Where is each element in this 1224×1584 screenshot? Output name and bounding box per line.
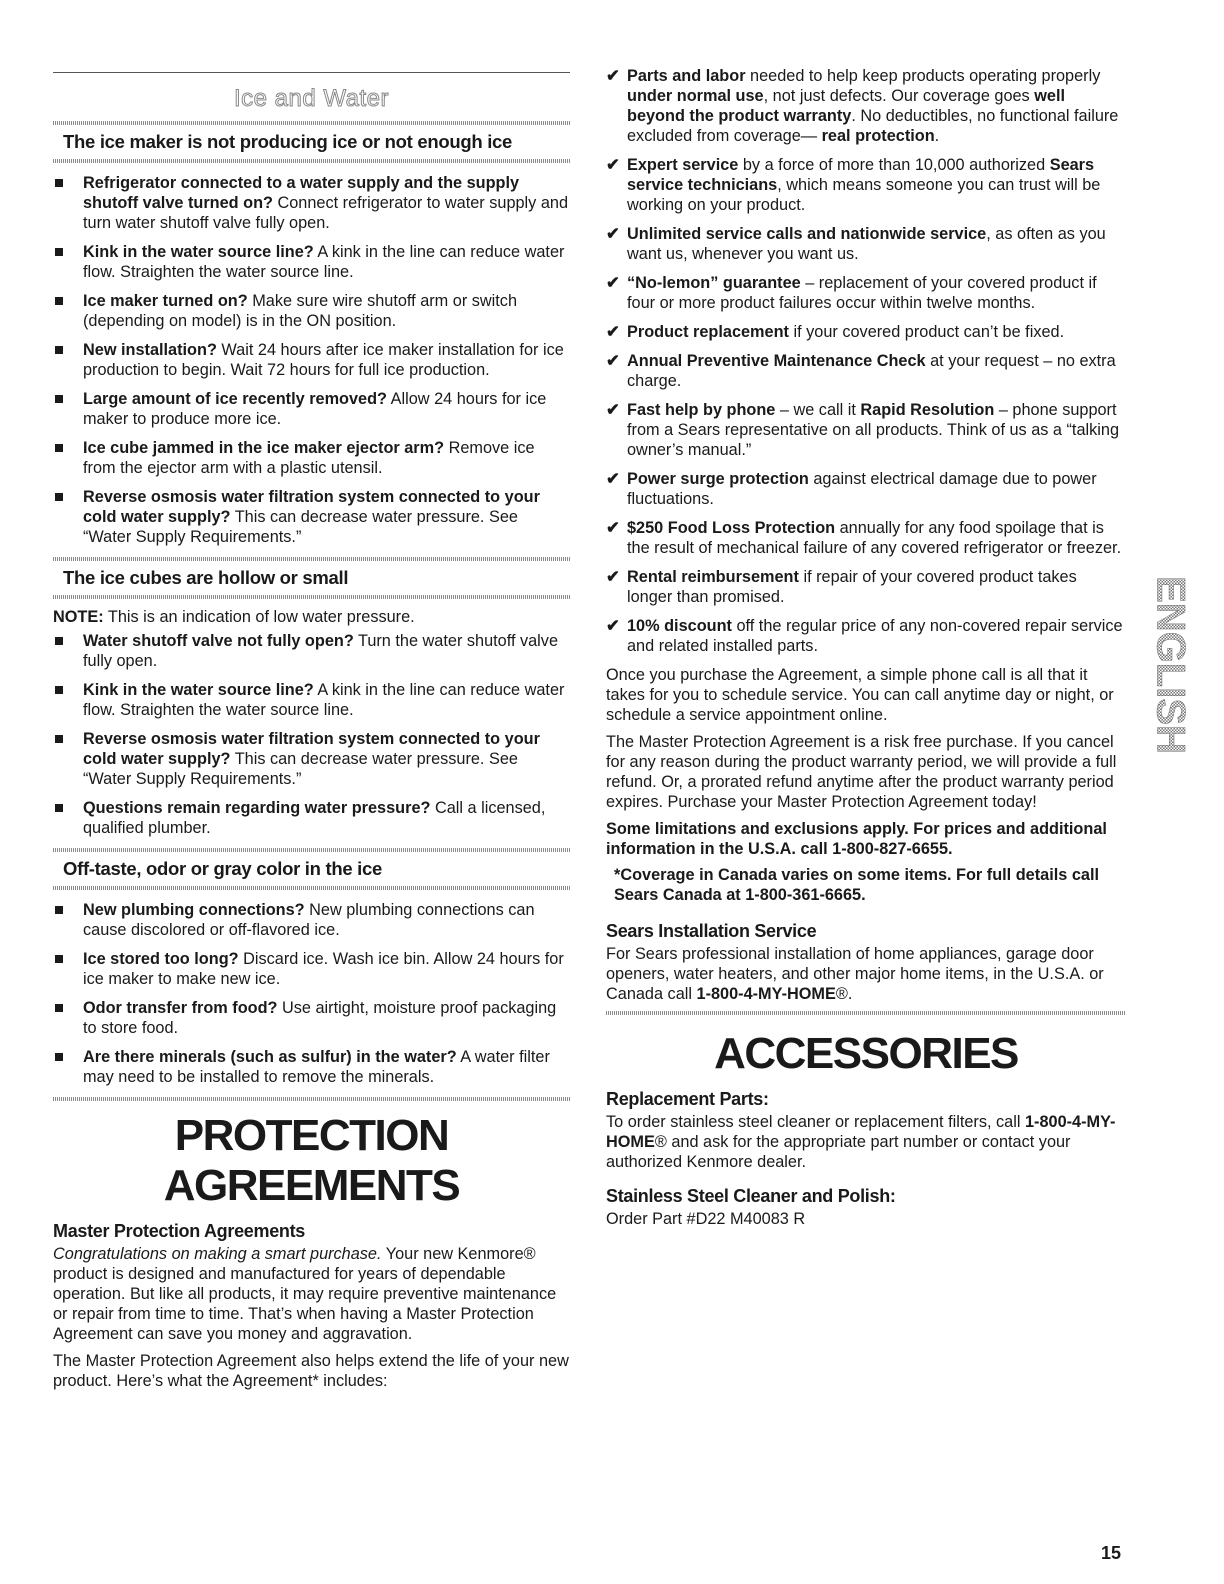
bullet-icon <box>55 955 63 963</box>
item-answer: Discard ice. Wash ice bin. Allow 24 hours for ice maker to make new ice. <box>83 950 564 988</box>
list-item <box>53 798 570 838</box>
check-item <box>606 224 1126 264</box>
list-item <box>53 998 570 1038</box>
bullet-icon <box>55 735 63 743</box>
rp-text2: ® and ask for the appropriate part number or contact your authorized Kenmore dealer. <box>606 1133 1071 1171</box>
divider <box>53 121 570 125</box>
replacement-parts-text <box>606 1112 1126 1172</box>
check-item-bold: well beyond the product warranty <box>627 87 1066 125</box>
item-question: Are there minerals (such as sulfur) in the water? <box>83 1048 457 1066</box>
mpa-para2: The Master Protection Agreement also helps extend the life of your new product. Here’s what the Agreement* includes: <box>53 1352 569 1390</box>
check-item-bold: Expert service <box>627 156 739 174</box>
item-question: Ice cube jammed in the ice maker ejector arm? <box>83 439 445 457</box>
checkmark-icon: ✔ <box>606 568 620 586</box>
item-question: Water shutoff valve not fully open? <box>83 632 354 650</box>
check-item-text: if your covered product can’t be fixed. <box>788 323 1065 341</box>
checkmark-icon: ✔ <box>606 67 620 85</box>
item-answer: Call a licensed, qualified plumber. <box>83 799 546 837</box>
check-item-text: off the regular price of any non-covered repair service and related installed parts. <box>627 617 1123 655</box>
subsection-heading-2: The ice cubes are hollow or small <box>63 567 349 588</box>
check-item <box>606 567 1126 607</box>
stainless-text: Order Part #D22 M40083 R <box>606 1210 806 1228</box>
replacement-parts-heading: Replacement Parts: <box>606 1089 769 1109</box>
note <box>53 607 570 627</box>
check-item-text: – we call it <box>775 401 861 419</box>
check-item-bold: “No-lemon” guarantee <box>627 274 801 292</box>
mpa-intro-rest: Your new Kenmore® product is designed and manufactured for years of dependable operation. But like all products, it may require preventive maintenance or repair from time to time. That’s when having a Master Protection Agreement can save you money and aggravation. <box>53 1245 557 1343</box>
check-item-text: – phone support from a Sears representative on all products. Think of us as a “talking owner’s manual.” <box>627 401 1119 459</box>
check-item-text: . <box>934 127 940 145</box>
checkmark-icon: ✔ <box>606 401 620 419</box>
install-body: For Sears professional installation of home appliances, garage door openers, water heaters, and other major home items, in the U.S.A. or Canada call <box>606 945 1104 1003</box>
rp-text1: To order stainless steel cleaner or replacement filters, call <box>606 1113 1025 1131</box>
bullet-icon <box>55 906 63 914</box>
item-answer: New plumbing connections can cause discolored or off-flavored ice. <box>83 901 535 939</box>
item-answer: This can decrease water pressure. See “Water Supply Requirements.” <box>83 750 518 788</box>
bullet-icon <box>55 248 63 256</box>
item-question: Kink in the water source line? <box>83 243 314 261</box>
check-item <box>606 518 1126 558</box>
check-item-bold: under normal use <box>627 87 764 105</box>
check-item-bold: Power surge protection <box>627 470 809 488</box>
bullet-icon <box>55 493 63 501</box>
mpa-heading: Master Protection Agreements <box>53 1221 306 1241</box>
divider <box>53 557 570 561</box>
list-item <box>53 680 570 720</box>
list-item <box>53 631 570 671</box>
stainless-heading: Stainless Steel Cleaner and Polish: <box>606 1186 896 1206</box>
language-side-tab <box>1148 565 1193 765</box>
divider <box>53 159 570 163</box>
divider <box>53 595 570 599</box>
item-answer: A water filter may need to be installed to remove the minerals. <box>83 1048 550 1086</box>
bullet-icon <box>55 686 63 694</box>
checkmark-icon: ✔ <box>606 617 620 635</box>
canada-note: *Coverage in Canada varies on some items. For full details call Sears Canada at 1-800-361-6665. <box>614 866 1099 904</box>
item-question: Questions remain regarding water pressure? <box>83 799 431 817</box>
check-item <box>606 351 1126 391</box>
list-item <box>53 949 570 989</box>
item-question: Reverse osmosis water filtration system connected to your cold water supply? <box>83 730 540 768</box>
item-question: Refrigerator connected to a water supply and the supply shutoff valve turned on? <box>83 174 520 212</box>
check-item-text: , which means someone you can trust will be working on your product. <box>627 176 1101 214</box>
subsection-heading-1: The ice maker is not producing ice or not enough ice <box>63 131 513 152</box>
checkmark-icon: ✔ <box>606 156 620 174</box>
subsection-heading-3: Off-taste, odor or gray color in the ice <box>63 858 382 879</box>
mpa-para3: Once you purchase the Agreement, a simple phone call is all that it takes for you to schedule service. You can call anytime day or night, or schedule a service appointment online. <box>606 666 1114 724</box>
check-item-text: annually for any food spoilage that is the result of mechanical failure of any covered refrigerator or freezer. <box>627 519 1122 557</box>
item-question: Odor transfer from food? <box>83 999 278 1017</box>
item-answer: This can decrease water pressure. See “Water Supply Requirements.” <box>83 508 518 546</box>
item-question: Ice stored too long? <box>83 950 239 968</box>
check-item-text: needed to help keep products operating properly <box>745 67 1101 85</box>
checkmark-icon: ✔ <box>606 519 620 537</box>
list-item <box>53 438 570 478</box>
item-answer: A kink in the line can reduce water flow. Straighten the water source line. <box>83 243 565 281</box>
check-item-bold: Rapid Resolution <box>860 401 995 419</box>
check-item-text: by a force of more than 10,000 authorized <box>738 156 1050 174</box>
install-tail: ®. <box>835 985 853 1003</box>
check-item-text: , not just defects. Our coverage goes <box>763 87 1035 105</box>
right-column <box>606 66 1126 1236</box>
item-answer: Use airtight, moisture proof packaging to store food. <box>83 999 557 1037</box>
list-item <box>53 242 570 282</box>
check-item <box>606 616 1126 656</box>
check-item-bold: Fast help by phone <box>627 401 776 419</box>
check-item-text: at your request – no extra charge. <box>627 352 1116 390</box>
bullet-icon <box>55 804 63 812</box>
side-tab-text: ENGLISH <box>1148 576 1193 754</box>
check-item-bold: 10% discount <box>627 617 732 635</box>
divider <box>53 848 570 852</box>
list-item <box>53 173 570 233</box>
accessories-title: ACCESSORIES <box>714 1029 1018 1078</box>
item-answer: Remove ice from the ejector arm with a plastic utensil. <box>83 439 535 477</box>
bullet-icon <box>55 1004 63 1012</box>
mpa-intro <box>53 1244 570 1344</box>
list-item <box>53 729 570 789</box>
rp-phone: 1-800-4-MY-HOME <box>606 1113 1116 1151</box>
check-item-text: if repair of your covered product takes longer than promised. <box>627 568 1077 606</box>
check-item-text: against electrical damage due to power fluctuations. <box>627 470 1097 508</box>
bullet-icon <box>55 297 63 305</box>
bullet-icon <box>55 1053 63 1061</box>
check-item-bold: Parts and labor <box>627 67 746 85</box>
item-question: New installation? <box>83 341 217 359</box>
check-item-bold: Rental reimbursement <box>627 568 799 586</box>
list-item <box>53 487 570 547</box>
list-item <box>53 389 570 429</box>
divider <box>53 1097 570 1101</box>
check-item-text: . No deductibles, no functional failure excluded from coverage— <box>627 107 1119 145</box>
note-text: This is an indication of low water pressure. <box>103 608 415 626</box>
bullet-icon <box>55 444 63 452</box>
item-answer: Connect refrigerator to water supply and turn water shutoff valve fully open. <box>83 194 568 232</box>
check-item-text: , as often as you want us, whenever you want us. <box>627 225 1106 263</box>
check-item <box>606 66 1126 146</box>
item-question: Ice maker turned on? <box>83 292 248 310</box>
left-column <box>53 60 570 1398</box>
check-item-bold: Unlimited service calls and nationwide service <box>627 225 987 243</box>
item-question: Reverse osmosis water filtration system connected to your cold water supply? <box>83 488 540 526</box>
agreement-includes-list <box>606 66 1126 656</box>
bullet-icon <box>55 179 63 187</box>
item-question: Kink in the water source line? <box>83 681 314 699</box>
troubleshoot-list-2 <box>53 631 570 838</box>
check-item <box>606 469 1126 509</box>
item-answer: Allow 24 hours for ice maker to produce more ice. <box>83 390 547 428</box>
check-item-bold: Sears service technicians <box>627 156 1095 194</box>
check-item <box>606 322 1126 342</box>
checkmark-icon: ✔ <box>606 274 620 292</box>
checkmark-icon: ✔ <box>606 470 620 488</box>
list-item <box>53 291 570 331</box>
install-phone: 1-800-4-MY-HOME <box>696 985 836 1003</box>
page-number: 15 <box>1101 1543 1122 1563</box>
bullet-icon <box>55 637 63 645</box>
check-item <box>606 155 1126 215</box>
check-item <box>606 273 1126 313</box>
install-text <box>606 944 1126 1004</box>
check-item-bold: Product replacement <box>627 323 789 341</box>
item-question: Large amount of ice recently removed? <box>83 390 388 408</box>
limitations-note: Some limitations and exclusions apply. For prices and additional information in the U.S.A. call 1-800-827-6655. <box>606 820 1107 858</box>
check-item-bold: $250 Food Loss Protection <box>627 519 836 537</box>
item-answer: Turn the water shutoff valve fully open. <box>83 632 558 670</box>
item-answer: Make sure wire shutoff arm or switch (depending on model) is in the ON position. <box>83 292 518 330</box>
item-answer: Wait 24 hours after ice maker installation for ice production to begin. Wait 72 hours for full ice production. <box>83 341 564 379</box>
divider <box>606 1011 1126 1015</box>
ice-water-title: Ice and Water <box>233 85 389 112</box>
list-item <box>53 900 570 940</box>
divider <box>53 886 570 890</box>
item-answer: A kink in the line can reduce water flow. Straighten the water source line. <box>83 681 565 719</box>
troubleshoot-list-3 <box>53 900 570 1087</box>
checkmark-icon: ✔ <box>606 225 620 243</box>
mpa-para4: The Master Protection Agreement is a risk free purchase. If you cancel for any reason during the product warranty period, we will provide a full refund. Or, a prorated refund anytime after the product warranty period expires. Purchase your Master Protection Agreement today! <box>606 733 1117 811</box>
list-item <box>53 340 570 380</box>
check-item-bold: real protection <box>821 127 935 145</box>
check-item-text: – replacement of your covered product if four or more product failures occur within twelve months. <box>627 274 1097 312</box>
checkmark-icon: ✔ <box>606 352 620 370</box>
check-item-bold: Annual Preventive Maintenance Check <box>627 352 926 370</box>
note-label: NOTE: <box>53 608 104 626</box>
install-heading: Sears Installation Service <box>606 921 817 941</box>
mpa-intro-italic: Congratulations on making a smart purchase. <box>53 1245 382 1263</box>
protection-agreements-title: PROTECTION AGREEMENTS <box>163 1111 460 1210</box>
bullet-icon <box>55 346 63 354</box>
checkmark-icon: ✔ <box>606 323 620 341</box>
troubleshoot-list-1 <box>53 173 570 547</box>
bullet-icon <box>55 395 63 403</box>
check-item <box>606 400 1126 460</box>
list-item <box>53 1047 570 1087</box>
top-rule <box>53 72 570 73</box>
item-question: New plumbing connections? <box>83 901 305 919</box>
